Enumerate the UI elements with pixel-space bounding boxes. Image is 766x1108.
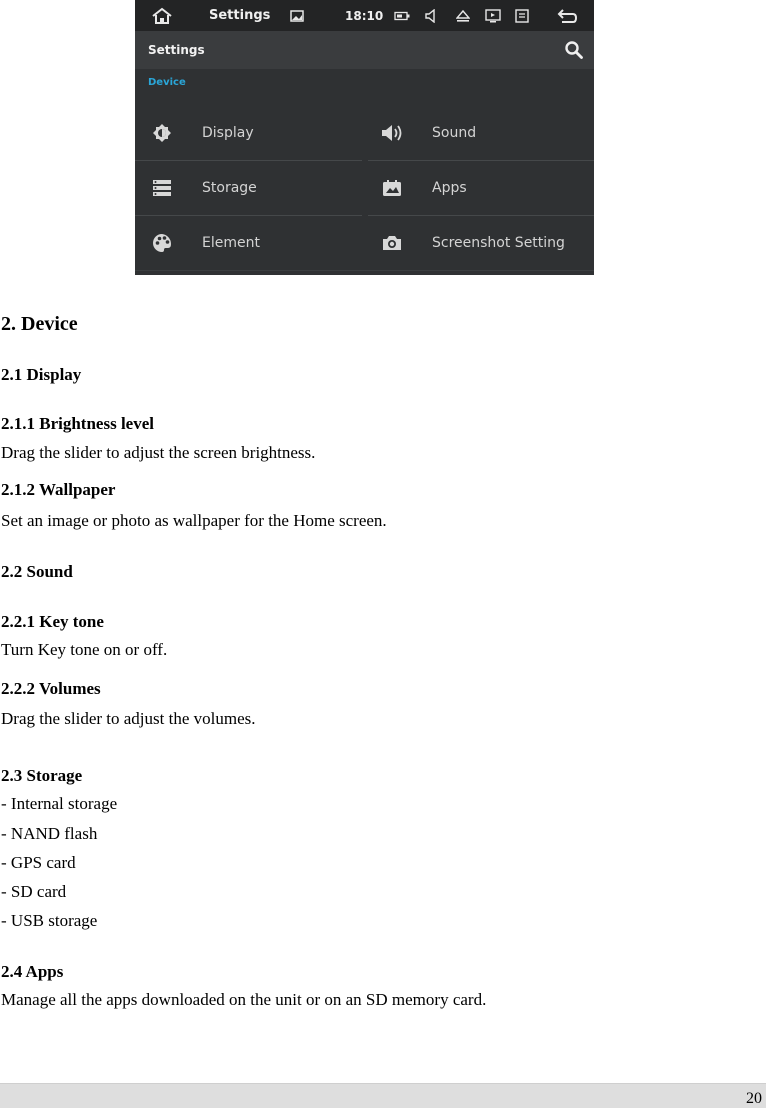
camera-icon bbox=[381, 232, 403, 254]
settings-item-label: Element bbox=[202, 234, 260, 251]
settings-item-label: Display bbox=[202, 124, 254, 141]
eject-icon[interactable] bbox=[456, 0, 470, 31]
palette-icon bbox=[151, 232, 173, 254]
heading-apps: 2.4 Apps bbox=[1, 962, 64, 981]
settings-item-storage[interactable] bbox=[135, 160, 363, 215]
list-item: - SD card bbox=[1, 882, 67, 901]
heading-wallpaper: 2.1.2 Wallpaper bbox=[1, 480, 116, 499]
home-icon[interactable] bbox=[151, 0, 173, 31]
heading-keytone: 2.2.1 Key tone bbox=[1, 612, 104, 631]
action-bar-title: Settings bbox=[148, 43, 205, 57]
divider bbox=[135, 270, 594, 271]
storage-icon bbox=[151, 177, 173, 199]
apps-icon bbox=[381, 177, 403, 199]
settings-item-apps[interactable] bbox=[365, 160, 594, 215]
dual-screen-icon[interactable] bbox=[515, 0, 529, 31]
text-wallpaper: Set an image or photo as wallpaper for the Home screen. bbox=[1, 511, 387, 530]
back-icon[interactable] bbox=[556, 0, 578, 31]
status-bar bbox=[135, 0, 594, 31]
list-item: - USB storage bbox=[1, 911, 98, 930]
settings-screenshot bbox=[135, 0, 594, 275]
brightness-icon bbox=[151, 122, 173, 144]
section-label-device: Device bbox=[148, 77, 186, 88]
settings-item-element[interactable] bbox=[135, 215, 363, 270]
volume-status-icon[interactable] bbox=[425, 0, 437, 31]
screen-icon[interactable] bbox=[485, 0, 501, 31]
heading-volumes: 2.2.2 Volumes bbox=[1, 679, 101, 698]
search-icon[interactable] bbox=[564, 40, 584, 60]
page-number: 20 bbox=[746, 1090, 762, 1107]
text-volumes: Drag the slider to adjust the volumes. bbox=[1, 709, 256, 728]
settings-item-display[interactable] bbox=[135, 105, 363, 160]
text-keytone: Turn Key tone on or off. bbox=[1, 640, 168, 659]
battery-icon bbox=[394, 0, 410, 31]
list-item: - NAND flash bbox=[1, 824, 98, 843]
settings-item-label: Screenshot Setting bbox=[432, 234, 565, 251]
heading-device: 2. Device bbox=[1, 313, 78, 335]
settings-item-sound[interactable] bbox=[365, 105, 594, 160]
heading-display: 2.1 Display bbox=[1, 365, 82, 384]
heading-sound: 2.2 Sound bbox=[1, 562, 73, 581]
settings-item-label: Apps bbox=[432, 179, 467, 196]
settings-item-screenshot-setting[interactable] bbox=[365, 215, 594, 270]
status-time: 18:10 bbox=[345, 8, 384, 23]
volume-icon bbox=[381, 122, 403, 144]
page-footer bbox=[0, 1083, 766, 1108]
heading-storage: 2.3 Storage bbox=[1, 766, 83, 785]
settings-item-label: Storage bbox=[202, 179, 257, 196]
settings-item-label: Sound bbox=[432, 124, 477, 141]
text-brightness: Drag the slider to adjust the screen brightness. bbox=[1, 443, 316, 462]
image-notification-icon bbox=[290, 0, 304, 31]
heading-brightness: 2.1.1 Brightness level bbox=[1, 414, 154, 433]
list-item: - GPS card bbox=[1, 853, 76, 872]
action-bar bbox=[135, 31, 594, 69]
list-item: - Internal storage bbox=[1, 794, 118, 813]
text-apps: Manage all the apps downloaded on the unit or on an SD memory card. bbox=[1, 990, 487, 1009]
status-title: Settings bbox=[209, 8, 271, 23]
